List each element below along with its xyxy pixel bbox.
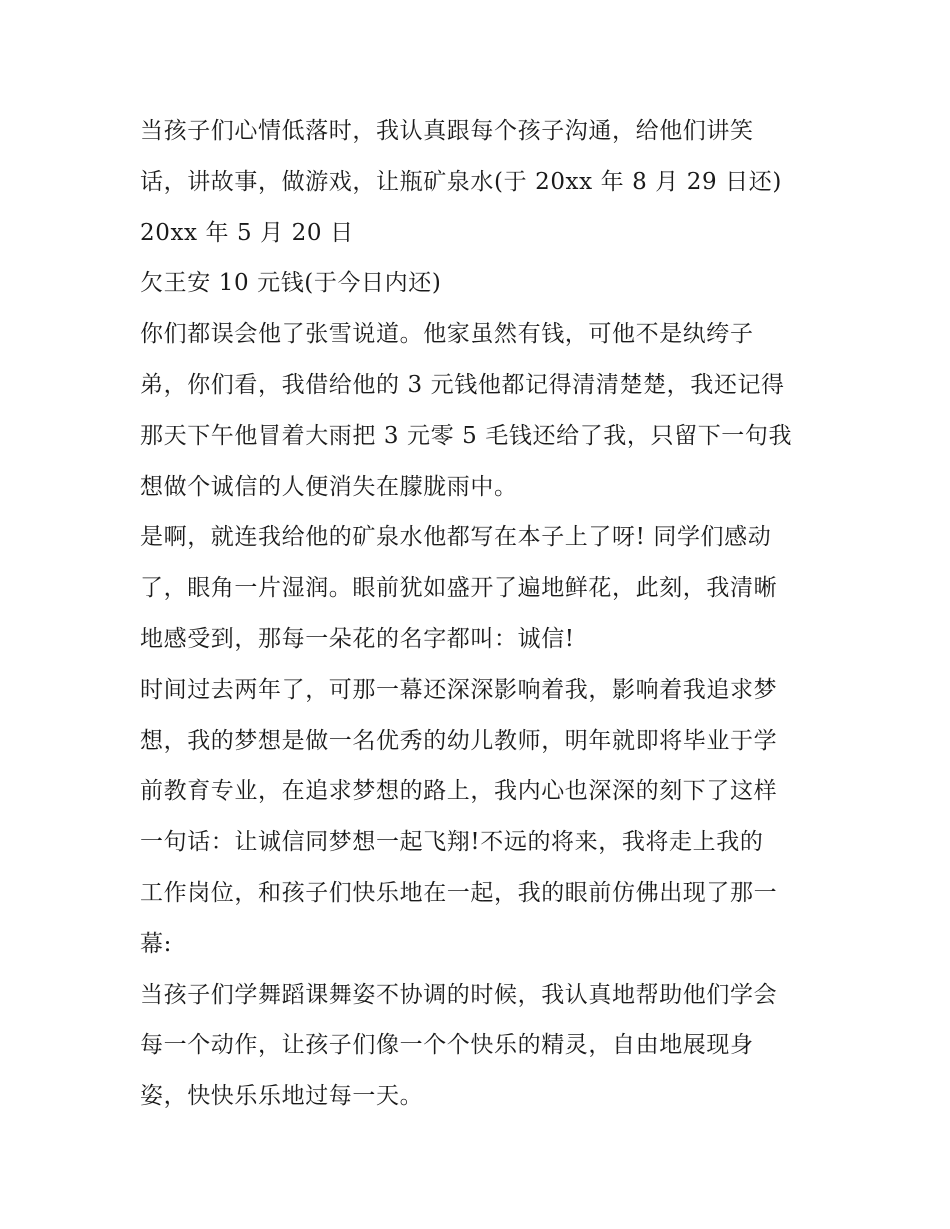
text-line: 当孩子们学舞蹈课舞姿不协调的时候，我认真地帮助他们学会 [140,981,778,1008]
text-line: 弟，你们看，我借给他的 3 元钱他都记得清清楚楚，我还记得 [140,371,785,398]
text-line: 当孩子们心情低落时，我认真跟每个孩子沟通，给他们讲笑 [140,118,754,144]
text-line: 了，眼角一片湿润。眼前犹如盛开了遍地鲜花，此刻，我清晰 [140,575,778,602]
text-line: 欠王安 10 元钱(于今日内还) [140,270,442,297]
text-line: 前教育专业，在追求梦想的路上，我内心也深深的刻下了这样 [140,778,778,805]
text-line: 一句话：让诚信同梦想一起飞翔!不远的将来，我将走上我的 [140,829,764,856]
text-line: 20xx 年 5 月 20 日 [140,219,354,246]
text-line: 话，讲故事，做游戏，让瓶矿泉水(于 20xx 年 8 月 29 日还) [140,168,782,195]
text-line: 幕: [140,930,172,957]
text-line: 每一个动作，让孩子们像一个个快乐的精灵，自由地展现身 [140,1032,754,1059]
text-line: 想做个诚信的人便消失在朦胧雨中。 [140,473,518,500]
document-body [140,106,820,1122]
text-line: 你们都误会他了张雪说道。他家虽然有钱，可他不是纨绔子 [140,321,754,348]
text-line: 工作岗位，和孩子们快乐地在一起，我的眼前仿佛出现了那一 [140,879,778,906]
text-line: 是啊，就连我给他的矿泉水他都写在本子上了呀! 同学们感动 [140,524,772,551]
text-line: 时间过去两年了，可那一幕还深深影响着我，影响着我追求梦 [140,676,778,703]
text-line: 姿，快快乐乐地过每一天。 [140,1083,424,1110]
text-line: 想，我的梦想是做一名优秀的幼儿教师，明年就即将毕业于学 [140,727,778,754]
text-line: 那天下午他冒着大雨把 3 元零 5 毛钱还给了我，只留下一句我 [140,422,793,449]
text-line: 地感受到，那每一朵花的名字都叫：诚信! [140,625,575,652]
